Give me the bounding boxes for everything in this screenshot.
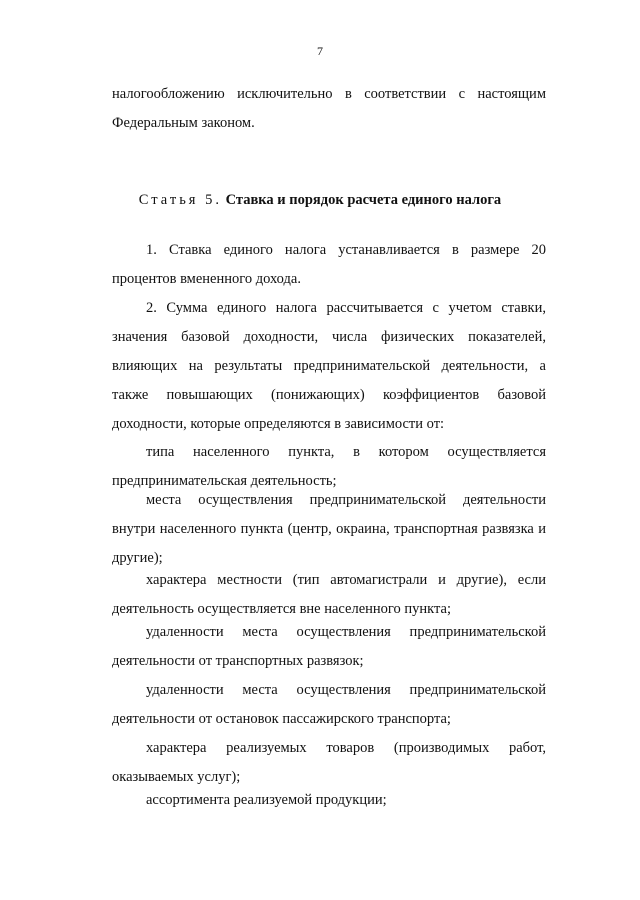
paragraph-rate: 1. Ставка единого налога устанавливается в размере 20 процентов вмененного дохода. [112,242,546,287]
paragraph-item-stop-distance: удаленности места осуществления предпринимательской деятельности от остановок пассажирского транспорта; [112,682,546,727]
page-number: 7 [317,44,323,58]
paragraph-item-terrain: характера местности (тип автомагистрали и другие), если деятельность осуществляется вне населенного пункта; [112,572,546,617]
paragraph-item-location: места осуществления предпринимательской деятельности внутри населенного пункта (центр, окраина, транспортная развязка и другие); [112,492,546,566]
article-heading [0,186,640,215]
article-title: Ставка и порядок расчета единого налога [225,192,502,208]
paragraph-item-goods-nature: характера реализуемых товаров (производимых работ, оказываемых услуг); [112,740,546,785]
paragraph-item-assortment: ассортимента реализуемой продукции; [146,792,387,808]
paragraph-calculation: 2. Сумма единого налога рассчитывается с учетом ставки, значения базовой доходности, числа физических показателей, влияющих на результаты предпринимательской деятельности, а также повышающих (понижающих) коэффициентов базовой доходности, которые определяются в зависимости от: [112,300,546,432]
article-label: Статья 5. [138,192,222,208]
paragraph-item-settlement-type: типа населенного пункта, в котором осуществляется предпринимательская деятельность; [112,444,546,489]
paragraph-item-junction-distance: удаленности места осуществления предпринимательской деятельности от транспортных развязок; [112,624,546,669]
intro-paragraph: налогообложению исключительно в соответствии с настоящим Федеральным законом. [112,86,546,131]
